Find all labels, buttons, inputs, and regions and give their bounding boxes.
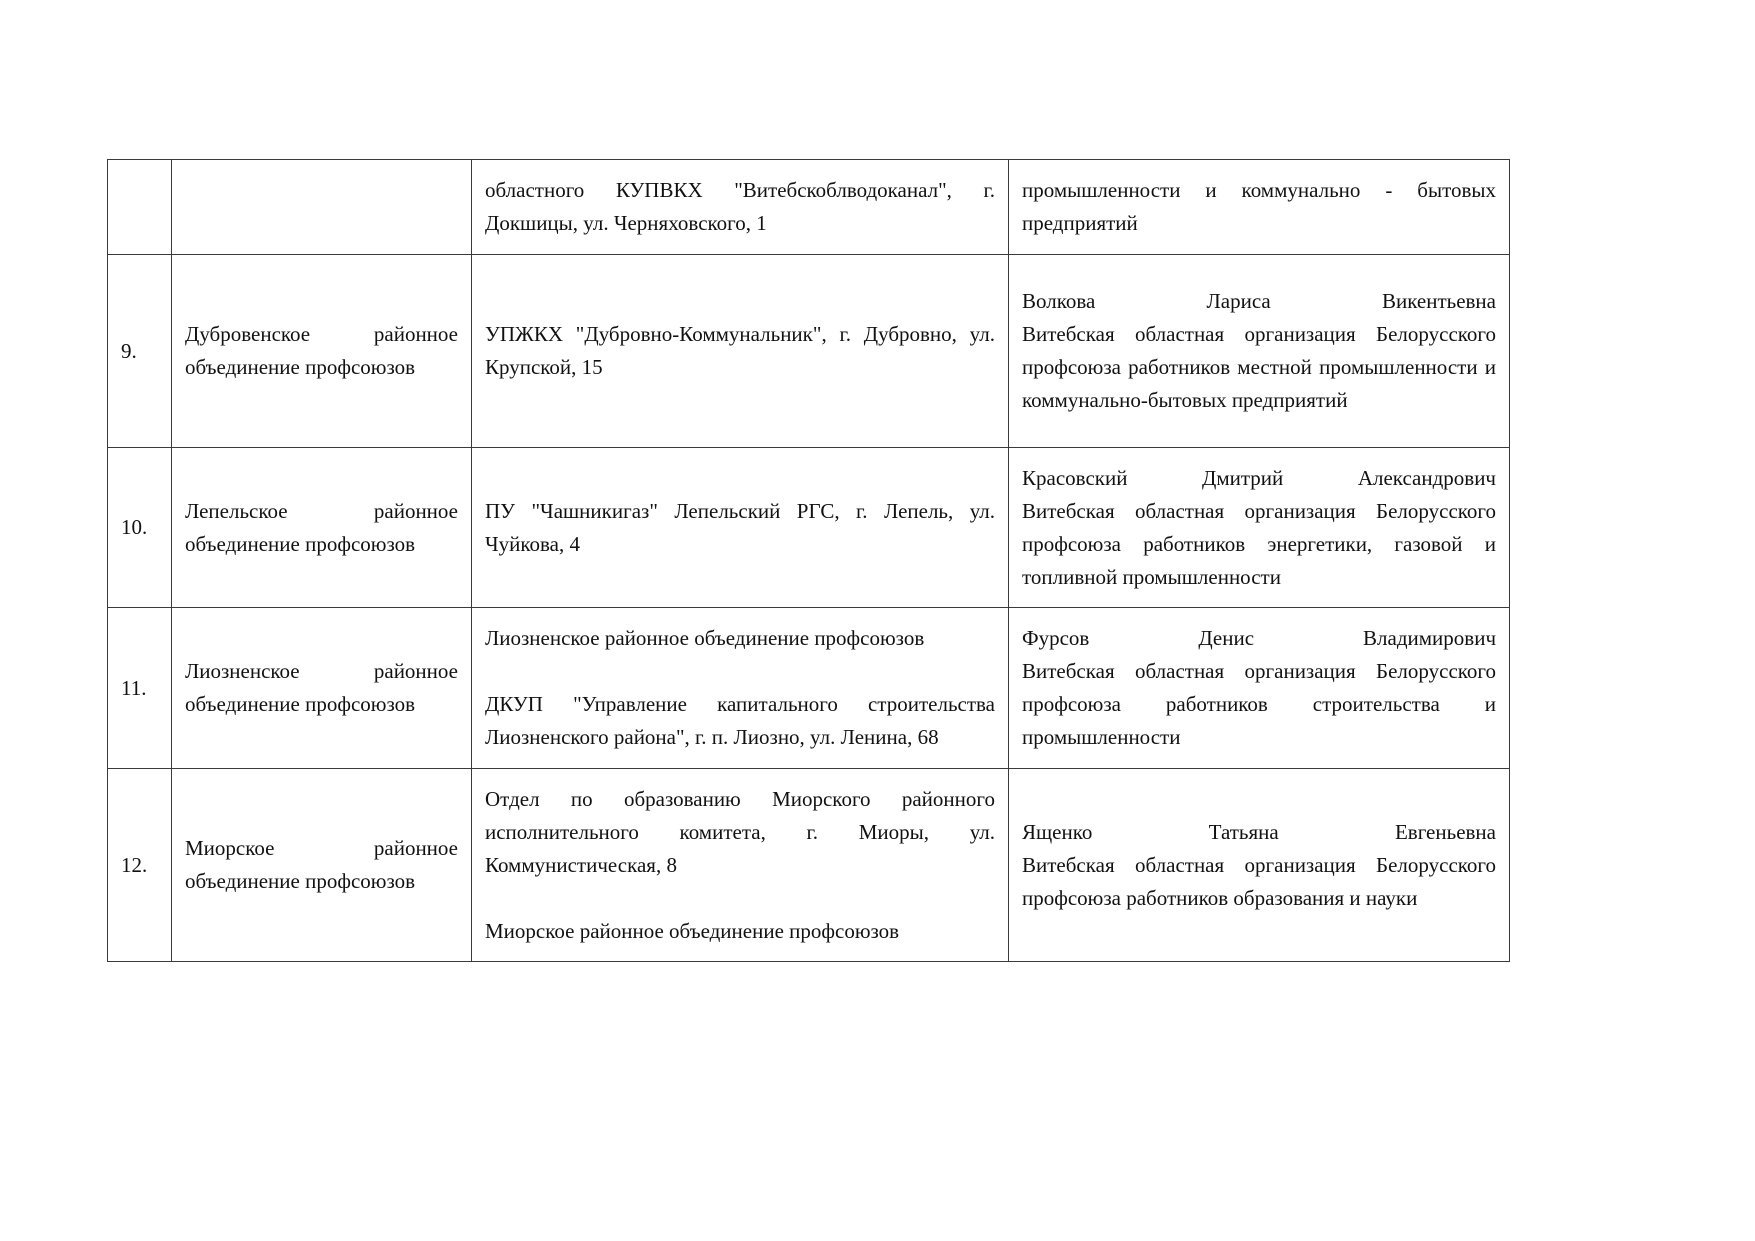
representative-affiliation: Витебская областная организация Белорусского профсоюза работников энергетики, газовой и топливной промышленности	[1022, 498, 1496, 589]
place-paragraph: ПУ "Чашникигаз" Лепельский РГС, г. Лепель, ул. Чуйкова, 4	[485, 498, 995, 556]
representative-cell	[1009, 608, 1510, 769]
organization-cell: Миорское районное объединение профсоюзов	[172, 769, 472, 962]
place-paragraph: ДКУП "Управление капитального строительства Лиозненского района", г. п. Лиозно, ул. Ленина, 68	[485, 692, 995, 749]
paragraph-spacer	[485, 882, 995, 915]
row-number-cell	[108, 160, 172, 255]
place-cell	[472, 255, 1009, 448]
place-cell	[472, 160, 1009, 255]
table-row	[108, 255, 1510, 448]
representative-name: Фурсов Денис Владимирович	[1022, 626, 1496, 650]
representative-cell	[1009, 448, 1510, 608]
row-number-cell: 11.	[108, 608, 172, 769]
union-representatives-table	[107, 159, 1510, 962]
table-row	[108, 769, 1510, 962]
representative-name: Ященко Татьяна Евгеньевна	[1022, 819, 1496, 844]
organization-cell: Дубровенское районное объединение профсоюзов	[172, 255, 472, 448]
organization-cell: Лиозненское районное объединение профсоюзов	[172, 608, 472, 769]
representative-name: Волкова Лариса Викентьевна	[1022, 289, 1496, 313]
table-row-continuation	[108, 160, 1510, 255]
row-number-cell: 9.	[108, 255, 172, 448]
representative-affiliation: Витебская областная организация Белорусского профсоюза работников местной промышленности и коммунально-бытовых предприятий	[1022, 322, 1496, 412]
paragraph-spacer	[485, 655, 995, 688]
place-paragraph: областного КУПВКХ "Витебскоблводоканал", г. Докшицы, ул. Черняховского, 1	[485, 178, 995, 235]
place-paragraph: Миорское районное объединение профсоюзов	[485, 918, 900, 943]
place-cell	[472, 608, 1009, 769]
representative-affiliation: промышленности и коммунально - бытовых предприятий	[1022, 178, 1496, 235]
representative-cell	[1009, 160, 1510, 255]
representative-affiliation: Витебская областная организация Белорусского профсоюза работников образования и науки	[1022, 852, 1496, 910]
place-cell	[472, 448, 1009, 608]
organization-cell: Лепельское районное объединение профсоюзов	[172, 448, 472, 608]
representative-cell	[1009, 769, 1510, 962]
row-number-cell: 12.	[108, 769, 172, 962]
place-paragraph: Отдел по образованию Миорского районного исполнительного комитета, г. Миоры, ул. Коммунистическая, 8	[485, 786, 995, 877]
organization-cell	[172, 160, 472, 255]
representative-cell	[1009, 255, 1510, 448]
place-paragraph: УПЖКХ "Дубровно-Коммунальник", г. Дубровно, ул. Крупской, 15	[485, 322, 995, 379]
place-paragraph: Лиозненское районное объединение профсоюзов	[485, 626, 925, 650]
row-number-cell: 10.	[108, 448, 172, 608]
table-row	[108, 448, 1510, 608]
representative-affiliation: Витебская областная организация Белорусского профсоюза работников строительства и промышленности	[1022, 659, 1496, 749]
representative-name: Красовский Дмитрий Александрович	[1022, 465, 1496, 490]
place-cell	[472, 769, 1009, 962]
table-row	[108, 608, 1510, 769]
